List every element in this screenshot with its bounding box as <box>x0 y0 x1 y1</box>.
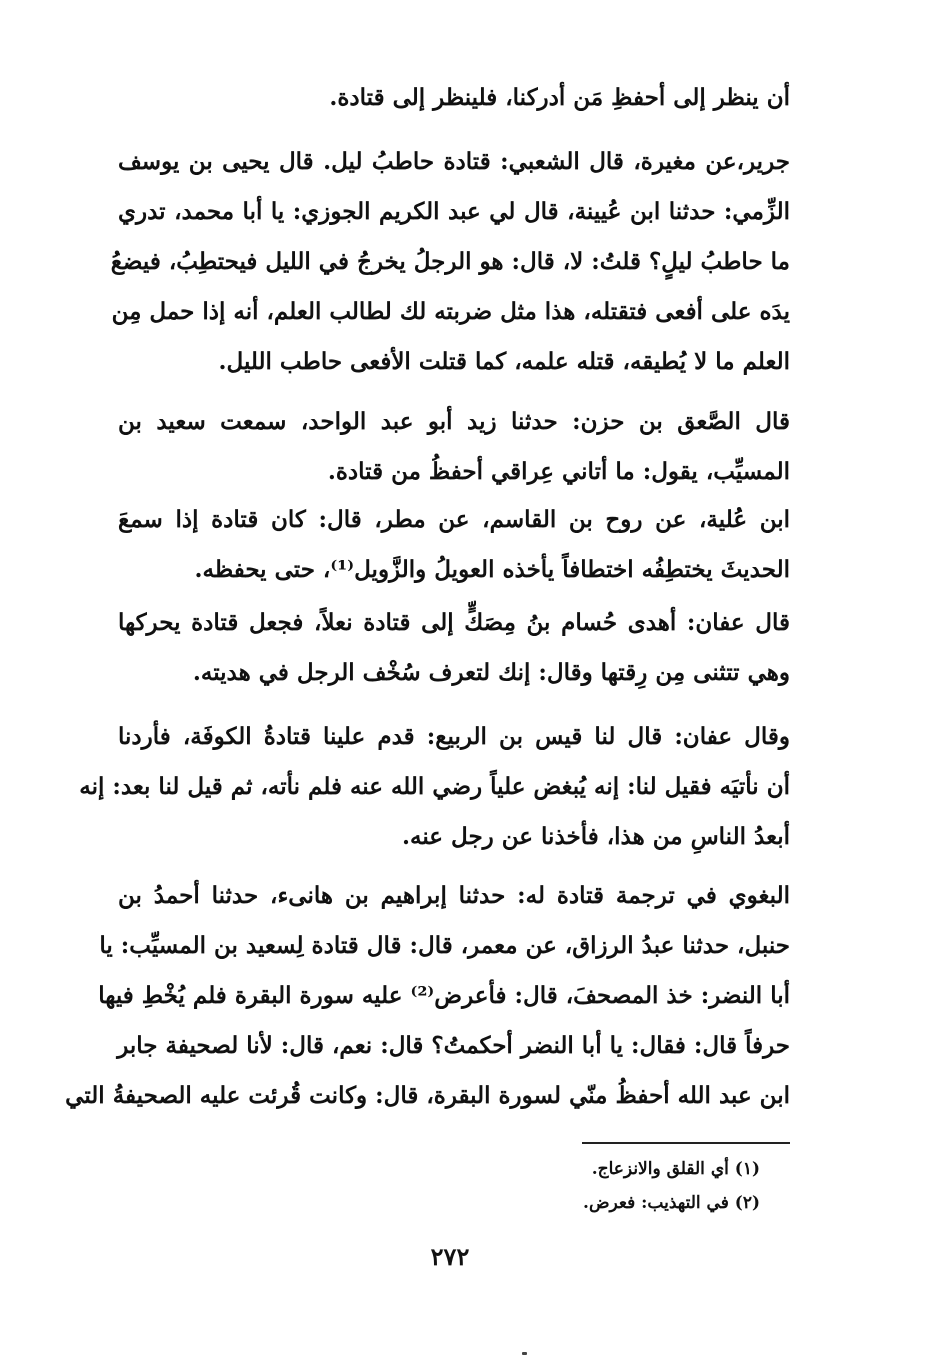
text-line: قال عفان: أهدى حُسام بنُ مِصَكٍّ إلى قتادة نعلاً، فجعل قتادة يحركها <box>118 609 790 636</box>
text-line: ابن عبد الله أحفظُ منّي لسورة البقرة، قال: وكانت قُرئت عليه الصحيفةُ التي <box>65 1082 790 1109</box>
text-line: البغوي في ترجمة قتادة له: حدثنا إبراهيم بن هانىء، حدثنا أحمدُ بن <box>118 882 790 909</box>
text-line: جرير،عن مغيرة، قال الشعبي: قتادة حاطبُ ليل. قال يحيى بن يوسف <box>118 148 790 175</box>
text-line: وهي تتثنى مِن رِقتها وقال: إنك لتعرف سُخْف الرجل في هديته. <box>192 659 790 686</box>
paragraph-6 <box>79 712 790 862</box>
footnote-2: (٢) في التهذيب: فعرض. <box>583 1193 760 1213</box>
text-line: يدَه على أفعى فتقتله، هذا مثل ضربته لك لطالب العلم، أنه إذا حمل مِن <box>111 298 790 325</box>
paragraph-1 <box>118 73 790 123</box>
text-line: الحديثَ يختطِفُه اختطافاً يأخذه العويلُ والزَّويل⁽¹⁾، حتى يحفظه. <box>194 556 790 583</box>
text-line: أن نأتيَه فقيل لنا: إنه يُبغض علياً رضي الله عنه فلم نأته، ثم قيل لنا بعد: إنه <box>79 773 790 800</box>
footnotes <box>460 1152 760 1220</box>
text-line: المسيِّب، يقول: ما أتاني عِراقي أحفظُ من قتادة. <box>327 458 790 485</box>
text-line: أبعدُ الناسِ من هذا، فأخذنا عن رجل عنه. <box>402 823 790 850</box>
text-line: قال الصَّعق بن حزن: حدثنا زيد أبو عبد الواحد، سمعت سعيد بن <box>118 408 790 435</box>
text-line: ما حاطبُ ليلٍ؟ قلتُ: لا، قال: هو الرجلُ يخرجُ في الليل فيحتطِبُ، فيضعُ <box>110 248 790 275</box>
paragraph-4 <box>118 495 790 595</box>
text-line: ابن عُلية، عن روح بن القاسم، عن مطر، قال: كان قتادة إذا سمعَ <box>118 506 790 533</box>
paragraph-2 <box>110 137 790 387</box>
footnote-separator <box>582 1142 790 1144</box>
page-number: ٢٧٢ <box>430 1242 470 1271</box>
text-line: حرفاً قال: فقال: يا أبا النضر أحكمتُ؟ قال: نعم، قال: لأنا لصحيفة جابر <box>117 1032 790 1059</box>
text-line: وقال عفان: قال لنا قيس بن الربيع: قدم علينا قتادةُ الكوفَة، فأردنا <box>118 723 790 750</box>
text-line: أبا النضر: خذ المصحفَ، قال: فأعرض⁽²⁾ عليه سورة البقرة فلم يُخْطِ فيها <box>98 982 790 1009</box>
text-line: الزِّمي: حدثنا ابن عُيينة، قال لي عبد الكريم الجوزي: يا أبا محمد، تدري <box>118 198 790 225</box>
text-line: حنبل، حدثنا عبدُ الرزاق، عن معمر، قال: قال قتادة لِسعيد بن المسيِّب: يا <box>99 932 790 959</box>
paragraph-5 <box>118 598 790 698</box>
paragraph-7 <box>65 871 790 1121</box>
text-line: العلم ما لا يُطيقه، قتله علمه، كما قتلت الأفعى حاطب الليل. <box>218 348 790 375</box>
footnote-1: (١) أي القلق والانزعاج. <box>591 1159 760 1179</box>
scan-speck <box>522 1352 527 1355</box>
text-line: أن ينظر إلى أحفظِ مَن أدركنا، فلينظر إلى قتادة. <box>329 84 790 111</box>
paragraph-3 <box>118 397 790 497</box>
